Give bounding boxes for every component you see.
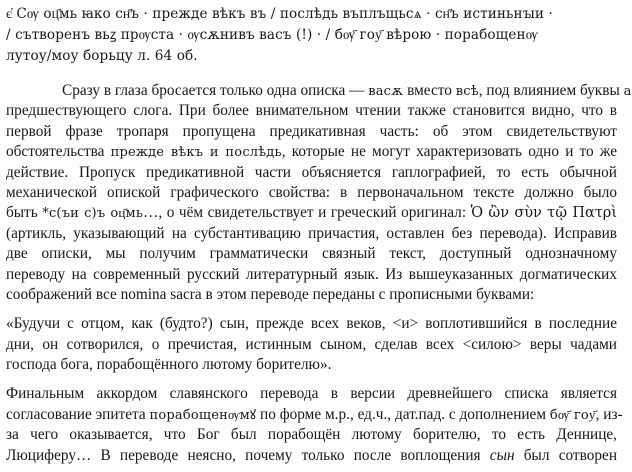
slavonic-word: васѫ [368,84,404,99]
quote-line-2: дни, он сотворился, о пречистая, истинным сыном, сделав всех <силою> веры чадами [6,335,617,353]
para1-line-6: механической опиской графического свойства: в первоначальном тексте должно было [6,183,617,201]
slavonic-line-3: лутоу/моу борьцу л. 64 об. [6,48,198,64]
paragraph-analysis [6,81,632,305]
slavonic-letter: а [623,84,632,99]
slavonic-troparion-text [6,4,617,67]
italic-word: сын [489,446,515,464]
para1-line-1: Сразу в глаза бросается только одна описка — васѫ вместо всѣ, под влиянием буквы а [62,82,632,99]
slavonic-word: всѣ [455,84,479,99]
para1-line-8: (артикль, указывающий на субстантивацию причастия, оставлен без перевода). Исправив [6,224,617,242]
quote-line-1: «Будучи с отцом, как (будто?) сын, прежде всех веков, <и> воплотившийся в последние [6,315,617,333]
para2-line-3: за чего оказывается, что Бог был порабощён лютому борителю, то есть Деннице, [6,426,617,444]
para1-line-7: быть *с(ъи с)ъ оц҃мь…, о чём свидетельствует и греческий оригинал: Ὁ ὢν σὺν τῷ Πατρὶ [6,204,617,222]
para1-line-10: переводу на современный русский литературный язык. Из вышеуказанных догматических [6,265,617,283]
para1-line-2: предшествующего слога. При более внимательном чтении также становится видно, что в [6,102,617,120]
slavonic-word: порабощенѹмꙋ [149,407,257,423]
para1-line-11: соображений все nomina sacra в этом переводе переданы с прописными буквами: [6,285,535,303]
para1-line-4: обстоятельства прежде вѣкъ и послѣдь, которые не могут характеризовать одно и то же [6,143,617,161]
para2-line-2: согласование эпитета порабощенѹмꙋ по форме м.р., ед.ч., дат.пад. с дополнением бѹ҃ гоу҃, из- [6,405,623,423]
para1-line-9: две описки, мы получим грамматически связный текст, доступный однозначному [6,245,617,263]
para2-line-1: Финальным аккордом славянского перевода в версии древнейшего списка является [6,385,617,403]
slavonic-line-1: є҆ Сѹ оц҃мь ꙗко сн҃ъ · прежде вѣкъ въ / послѣдь въплъщьсѧ · сн҃ъ истиньнꙑи · [6,6,553,22]
para1-line-5: действие. Пропуск предикативной части объясняется гаплографией, то есть обычной [6,163,617,181]
paragraph-final [6,384,623,466]
slavonic-word: бѹ҃ гоу҃ [549,407,596,423]
greek-original: Ὁ ὢν σὺν τῷ Πατρὶ [470,205,617,222]
slavonic-reconstruction: *с(ъи с)ъ оц҃мь [42,206,144,222]
para1-line-3: первой фразе тропаря пропущена предикативная часть: об этом свидетельствуют [6,122,617,140]
quote-line-3: господа бога, порабощённого лютому борителю». [6,356,332,374]
translation-quote [6,314,617,375]
slavonic-line-2: / сътворенъ вьꙁ прѹста · ѹсѫнивъ васъ (!) · / бѹ҃ гоу҃ вѣрою · порабощенѹ [6,27,538,43]
para2-line-4: Люциферу… В переводе неясно, почему только после воплощения сын был сотворен [6,446,618,464]
slavonic-phrase: прежде вѣкъ и послѣдь [110,145,282,161]
